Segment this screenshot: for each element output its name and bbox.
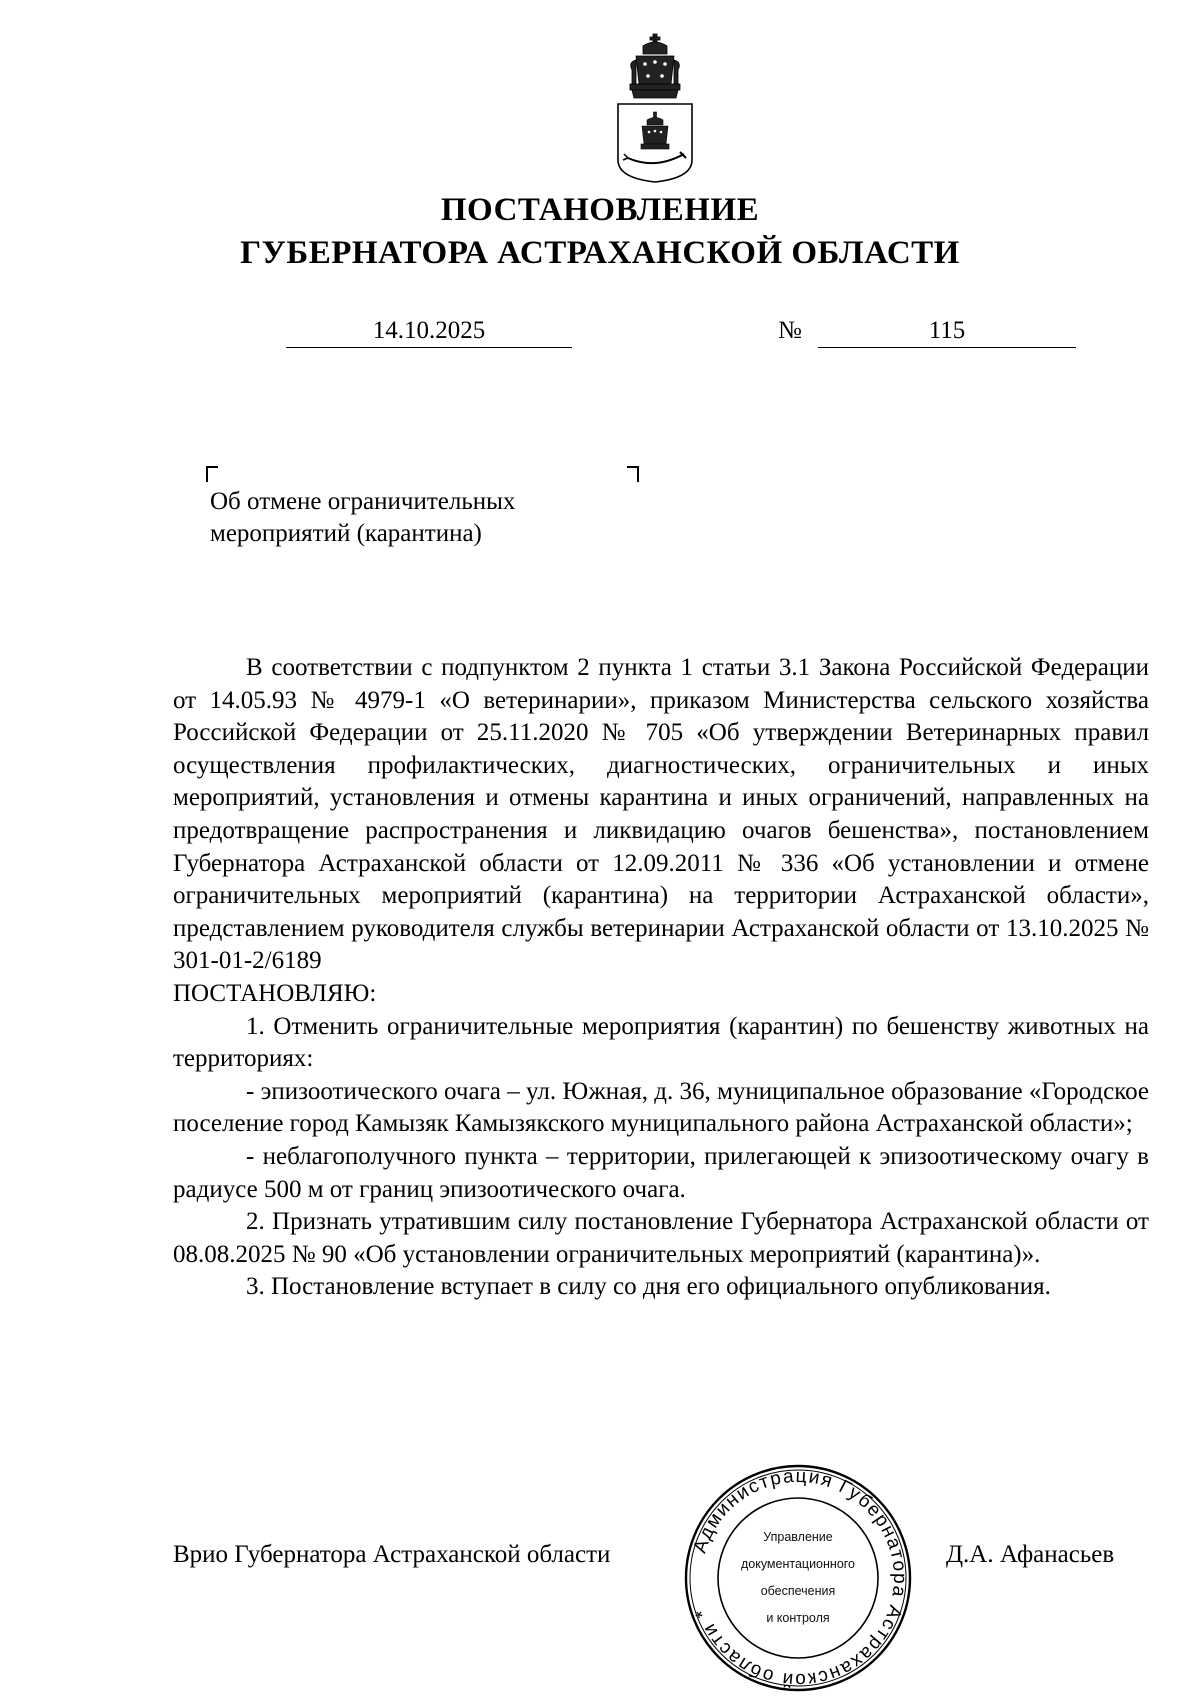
- stamp-inner-line-2: документационного: [740, 1557, 856, 1571]
- stamp-inner-line-4: и контроля: [766, 1611, 830, 1625]
- document-date: 14.10.2025: [372, 317, 486, 344]
- stamp-inner-text: [737, 1524, 859, 1632]
- item-1-paragraph: 1. Отменить ограничительные мероприятия (карантин) по бешенству животных на территориях:: [173, 1012, 1149, 1073]
- subject-line-1: Об отмене ограничительных: [210, 488, 516, 515]
- decree-word: ПОСТАНОВЛЯЮ:: [173, 979, 377, 1007]
- signatory-name: Д.А. Афанасьев: [946, 1541, 1115, 1568]
- item-1-subitem-2: - неблагополучного пункта – территории, прилегающей к эпизоотическому очагу в радиусе 500 м от границ эпизоотического очага.: [173, 1142, 1149, 1203]
- number-underline: [818, 347, 1076, 348]
- document-body: [173, 652, 1149, 1304]
- stamp-inner-line-3: обеспечения: [760, 1584, 836, 1598]
- document-title-line2: ГУБЕРНАТОРА АСТРАХАНСКОЙ ОБЛАСТИ: [240, 235, 960, 271]
- item-1-subitem-1: - эпизоотического очага – ул. Южная, д. 36, муниципальное образование «Городское поселение город Камызяк Камызякского муниципального района Астраханской области»;: [173, 1077, 1149, 1138]
- date-underline: [286, 347, 572, 348]
- document-subject: [210, 486, 630, 550]
- item-3-paragraph: 3. Постановление вступает в силу со дня его официального опубликования.: [246, 1273, 1051, 1301]
- document-number: 115: [928, 317, 966, 344]
- document-title-line1: ПОСТАНОВЛЕНИЕ: [440, 192, 760, 228]
- stamp-inner-line-1: Управление: [763, 1530, 833, 1544]
- astrakhan-coat-of-arms-icon: [610, 32, 700, 184]
- number-label: №: [778, 317, 802, 344]
- subject-corner-top-right: [627, 466, 639, 482]
- preamble-paragraph: В соответствии с подпунктом 2 пункта 1 статьи 3.1 Закона Российской Федерации от 14.05.93 № 4979-1 «О ветеринарии», приказом Министерства сельского хозяйства Российской Федерации от 25.11.2020 № 705 «Об утверждении Ветеринарных правил осуществления профилактических, диагностических, ограничительных и иных мероприятий, установления и отмены карантина и иных ограничений, направленных на предотвращение распространения и ликвидацию очагов бешенства», постановлением Губернатора Астраханской области от 12.09.2011 № 336 «Об установлении и отмене ограничительных мероприятий (карантина) на территории Астраханской области», представлением руководителя службы ветеринарии Астраханской области от 13.10.2025 № 301-01-2/6189: [173, 654, 1149, 975]
- subject-line-2: мероприятий (карантина): [210, 520, 482, 547]
- stamp-outer-text: Администрация Губернатора Астраханской области *: [689, 1465, 911, 1691]
- subject-corner-top-left: [206, 466, 218, 482]
- item-2-paragraph: 2. Признать утратившим силу постановление Губернатора Астраханской области от 08.08.2025 № 90 «Об установлении ограничительных мероприятий (карантина)».: [173, 1208, 1149, 1268]
- signatory-position: Врио Губернатора Астраханской области: [173, 1541, 611, 1568]
